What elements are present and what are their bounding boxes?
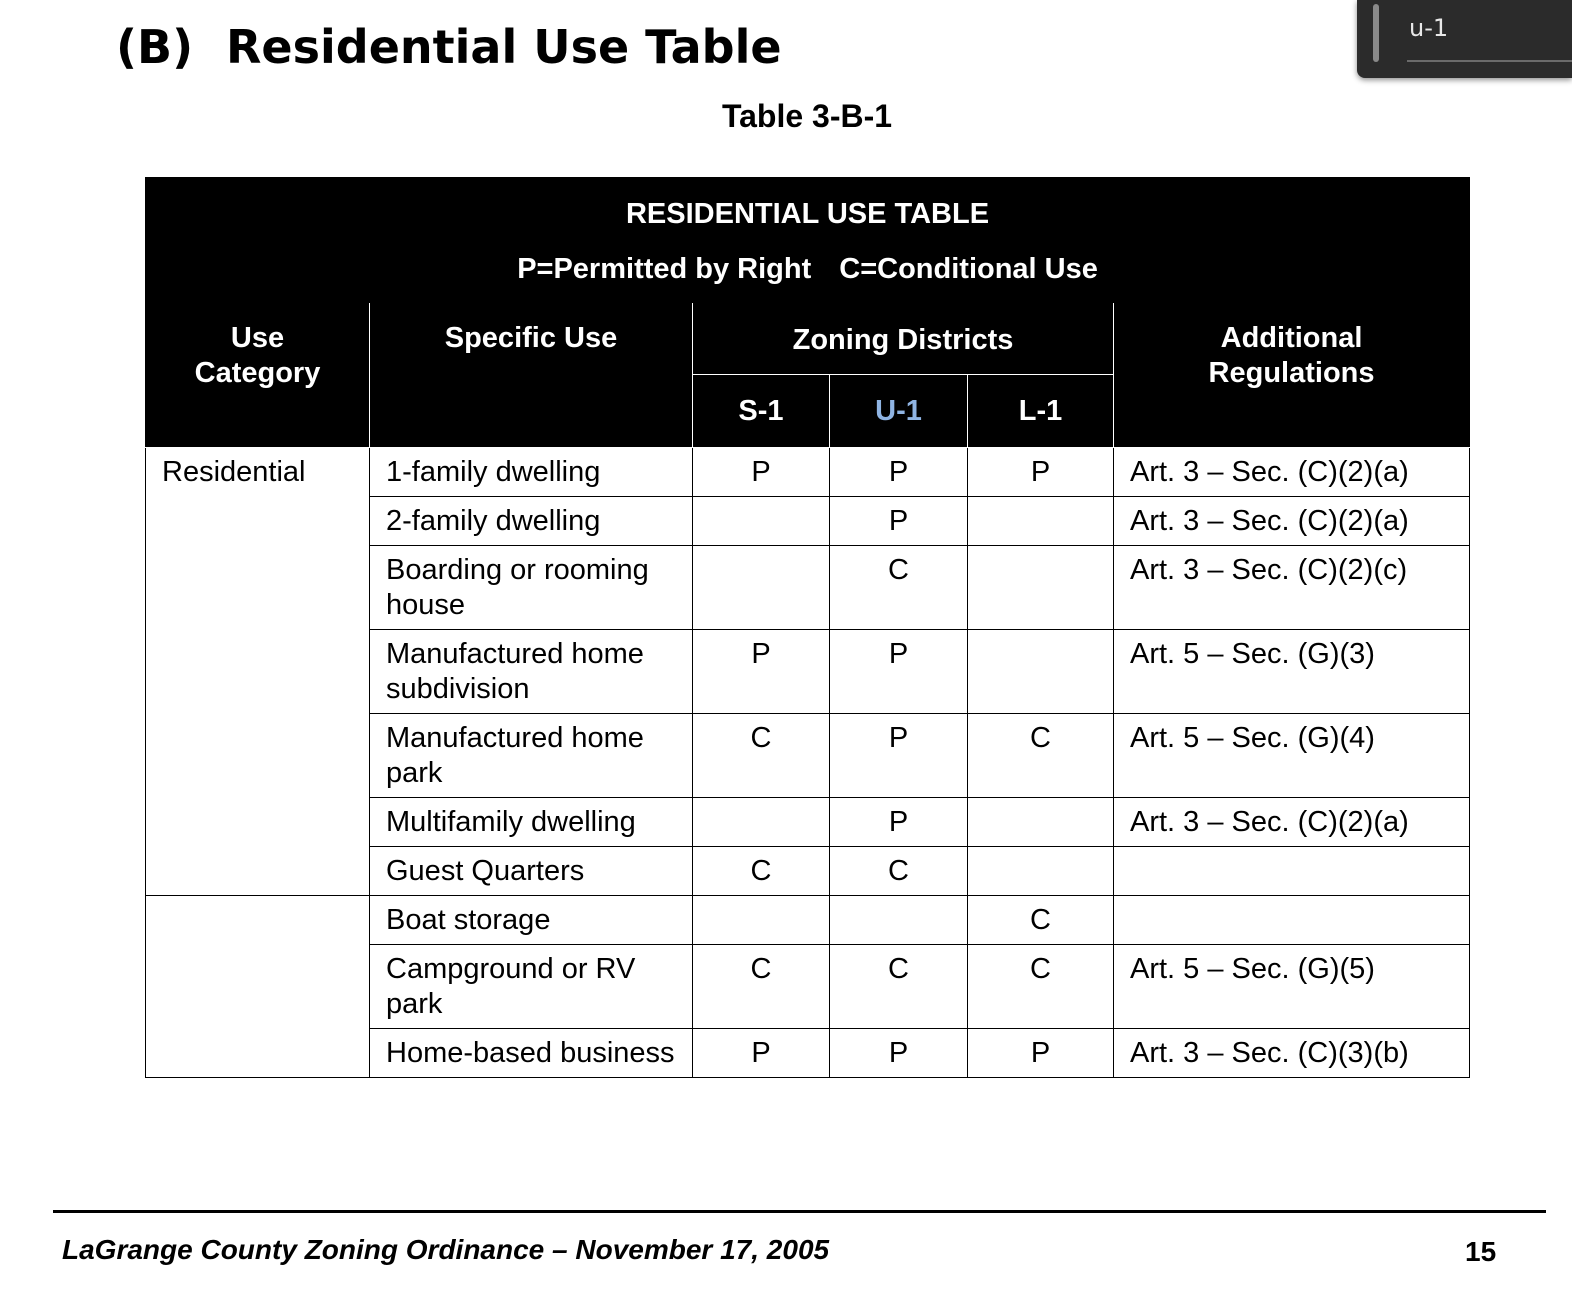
table-caption: Table 3-B-1 bbox=[721, 98, 893, 134]
regulation-cell: Art. 3 – Sec. (C)(3)(b) bbox=[1114, 1029, 1470, 1078]
find-popup[interactable] bbox=[1357, 0, 1572, 78]
section-heading bbox=[116, 20, 782, 74]
legend-conditional: C=Conditional Use bbox=[839, 253, 1098, 285]
l1-cell bbox=[968, 798, 1114, 847]
u1-cell: P bbox=[830, 497, 968, 546]
u1-cell: P bbox=[830, 630, 968, 714]
l1-cell: P bbox=[968, 448, 1114, 497]
header-specific-use: Specific Use bbox=[370, 303, 693, 448]
banner-title: RESIDENTIAL USE TABLE bbox=[625, 198, 990, 230]
header-zoning-districts: Zoning Districts bbox=[693, 303, 1114, 375]
header-district-s1: S-1 bbox=[693, 375, 830, 448]
residential-use-table bbox=[145, 177, 1470, 1078]
specific-use-cell: Guest Quarters bbox=[370, 847, 693, 896]
regulation-cell: Art. 3 – Sec. (C)(2)(a) bbox=[1114, 798, 1470, 847]
u1-cell bbox=[830, 896, 968, 945]
l1-cell: C bbox=[968, 714, 1114, 798]
specific-use-cell: Boarding or rooming house bbox=[370, 546, 693, 630]
find-query-input[interactable]: u-1 bbox=[1409, 14, 1449, 42]
s1-cell: P bbox=[693, 630, 830, 714]
regulation-cell: Art. 3 – Sec. (C)(2)(a) bbox=[1114, 448, 1470, 497]
s1-cell bbox=[693, 798, 830, 847]
u1-cell: P bbox=[830, 798, 968, 847]
s1-cell bbox=[693, 497, 830, 546]
find-popup-handle bbox=[1373, 4, 1379, 62]
u1-cell: C bbox=[830, 546, 968, 630]
u1-cell: P bbox=[830, 714, 968, 798]
footer-title: LaGrange County Zoning Ordinance – November 17, 2005 bbox=[62, 1234, 830, 1265]
u1-cell: C bbox=[830, 847, 968, 896]
l1-cell: C bbox=[968, 945, 1114, 1029]
specific-use-cell: Manufactured home subdivision bbox=[370, 630, 693, 714]
s1-cell: C bbox=[693, 945, 830, 1029]
footer-rule bbox=[53, 1210, 1546, 1213]
u1-cell: P bbox=[830, 1029, 968, 1078]
regulation-cell: Art. 3 – Sec. (C)(2)(c) bbox=[1114, 546, 1470, 630]
specific-use-cell: Boat storage bbox=[370, 896, 693, 945]
use-category-cell bbox=[146, 896, 370, 1078]
section-letter: (B) bbox=[116, 20, 194, 74]
regulation-cell: Art. 5 – Sec. (G)(3) bbox=[1114, 630, 1470, 714]
regulation-cell: Art. 3 – Sec. (C)(2)(a) bbox=[1114, 497, 1470, 546]
regulation-cell bbox=[1114, 896, 1470, 945]
s1-cell: P bbox=[693, 1029, 830, 1078]
u1-cell: C bbox=[830, 945, 968, 1029]
use-category-cell: Residential bbox=[146, 448, 370, 896]
section-title: Residential Use Table bbox=[226, 20, 782, 74]
table-body bbox=[146, 448, 1470, 1078]
l1-cell: C bbox=[968, 896, 1114, 945]
u1-cell: P bbox=[830, 448, 968, 497]
regulation-cell bbox=[1114, 847, 1470, 896]
s1-cell: C bbox=[693, 714, 830, 798]
find-query-underline bbox=[1407, 60, 1572, 62]
specific-use-cell: Home-based business bbox=[370, 1029, 693, 1078]
specific-use-cell: Manufactured home park bbox=[370, 714, 693, 798]
header-district-l1: L-1 bbox=[968, 375, 1114, 448]
s1-cell: P bbox=[693, 448, 830, 497]
legend-permitted: P=Permitted by Right bbox=[517, 253, 812, 285]
l1-cell bbox=[968, 630, 1114, 714]
l1-cell: P bbox=[968, 1029, 1114, 1078]
table-banner bbox=[146, 178, 1470, 303]
s1-cell: C bbox=[693, 847, 830, 896]
header-district-u1: U-1 bbox=[830, 375, 968, 448]
table-row bbox=[146, 448, 1470, 497]
specific-use-cell: Campground or RV park bbox=[370, 945, 693, 1029]
table-row bbox=[146, 896, 1470, 945]
header-additional-regulations: Additional Regulations bbox=[1114, 303, 1470, 448]
page-number: 15 bbox=[1465, 1236, 1497, 1267]
specific-use-cell: Multifamily dwelling bbox=[370, 798, 693, 847]
l1-cell bbox=[968, 497, 1114, 546]
l1-cell bbox=[968, 546, 1114, 630]
header-use-category: Use Category bbox=[146, 303, 370, 448]
s1-cell bbox=[693, 896, 830, 945]
regulation-cell: Art. 5 – Sec. (G)(5) bbox=[1114, 945, 1470, 1029]
regulation-cell: Art. 5 – Sec. (G)(4) bbox=[1114, 714, 1470, 798]
specific-use-cell: 2-family dwelling bbox=[370, 497, 693, 546]
specific-use-cell: 1-family dwelling bbox=[370, 448, 693, 497]
l1-cell bbox=[968, 847, 1114, 896]
s1-cell bbox=[693, 546, 830, 630]
banner-legend bbox=[146, 253, 1469, 286]
